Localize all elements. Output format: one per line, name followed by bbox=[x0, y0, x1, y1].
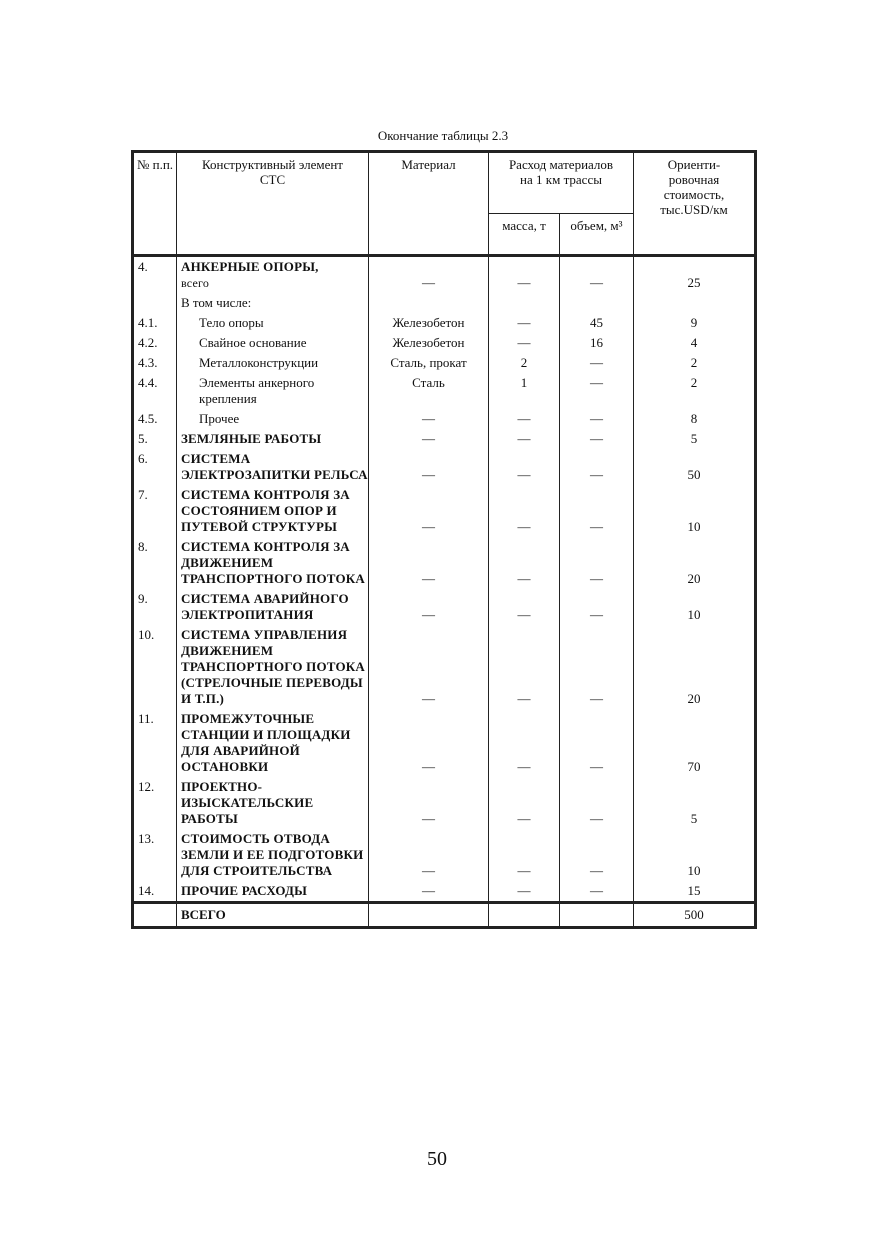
row-material: Сталь bbox=[369, 373, 489, 409]
row-volume: — bbox=[560, 709, 634, 777]
row-mass: — bbox=[489, 881, 560, 903]
table-row bbox=[133, 353, 756, 373]
row-cost: 10 bbox=[634, 829, 756, 881]
header-volume: объем, м³ bbox=[560, 214, 634, 256]
row-mass: — bbox=[489, 256, 560, 294]
row-material bbox=[369, 293, 489, 313]
row-cost: 20 bbox=[634, 625, 756, 709]
table-row bbox=[133, 409, 756, 429]
row-number bbox=[133, 293, 177, 313]
element-text: Тело опоры bbox=[199, 315, 264, 330]
row-volume: — bbox=[560, 409, 634, 429]
table-row bbox=[133, 293, 756, 313]
row-number: 7. bbox=[133, 485, 177, 537]
row-cost: 25 bbox=[634, 256, 756, 294]
element-text: В том числе: bbox=[181, 295, 252, 310]
row-mass: — bbox=[489, 829, 560, 881]
row-number: 4.3. bbox=[133, 353, 177, 373]
row-mass: — bbox=[489, 409, 560, 429]
element-text: ПРОМЕЖУТОЧНЫЕ СТАНЦИИ И ПЛОЩАДКИ ДЛЯ АВАРИЙНОЙ ОСТАНОВКИ bbox=[181, 711, 351, 774]
row-mass: — bbox=[489, 777, 560, 829]
cost-table bbox=[131, 150, 757, 929]
header-cost: Ориенти-ровочная стоимость, тыс.USD/км bbox=[634, 152, 756, 256]
row-material: — bbox=[369, 537, 489, 589]
row-volume: — bbox=[560, 829, 634, 881]
row-cost: 5 bbox=[634, 777, 756, 829]
element-subtext: всего bbox=[181, 276, 210, 290]
row-volume: — bbox=[560, 485, 634, 537]
header-material: Материал bbox=[369, 152, 489, 256]
table-row bbox=[133, 881, 756, 903]
row-element bbox=[177, 709, 369, 777]
row-number: 6. bbox=[133, 449, 177, 485]
header-num: № п.п. bbox=[133, 152, 177, 256]
row-volume: — bbox=[560, 589, 634, 625]
row-number: 5. bbox=[133, 429, 177, 449]
row-number: 4.4. bbox=[133, 373, 177, 409]
row-cost: 10 bbox=[634, 589, 756, 625]
row-volume bbox=[560, 293, 634, 313]
row-cost: 9 bbox=[634, 313, 756, 333]
row-mass: — bbox=[489, 333, 560, 353]
row-cost: 10 bbox=[634, 485, 756, 537]
row-number: 14. bbox=[133, 881, 177, 903]
total-label: ВСЕГО bbox=[177, 903, 369, 928]
row-mass bbox=[489, 293, 560, 313]
row-mass: 1 bbox=[489, 373, 560, 409]
row-cost: 5 bbox=[634, 429, 756, 449]
row-material: — bbox=[369, 449, 489, 485]
row-number: 4.2. bbox=[133, 333, 177, 353]
row-element bbox=[177, 353, 369, 373]
table-row bbox=[133, 829, 756, 881]
row-cost: 50 bbox=[634, 449, 756, 485]
row-cost: 15 bbox=[634, 881, 756, 903]
element-text: Прочее bbox=[199, 411, 240, 426]
row-element bbox=[177, 625, 369, 709]
header-element: Конструктивный элемент СТС bbox=[177, 152, 369, 256]
row-volume: — bbox=[560, 373, 634, 409]
row-element bbox=[177, 256, 369, 294]
row-number: 4.5. bbox=[133, 409, 177, 429]
table-row bbox=[133, 373, 756, 409]
element-text: ПРОЕКТНО-ИЗЫСКАТЕЛЬСКИЕ РАБОТЫ bbox=[181, 779, 314, 826]
row-number: 10. bbox=[133, 625, 177, 709]
row-volume: — bbox=[560, 449, 634, 485]
row-material: — bbox=[369, 589, 489, 625]
row-material: — bbox=[369, 429, 489, 449]
row-mass: — bbox=[489, 537, 560, 589]
row-cost: 8 bbox=[634, 409, 756, 429]
element-text: СТОИМОСТЬ ОТВОДА ЗЕМЛИ И ЕЕ ПОДГОТОВКИ ДЛЯ СТРОИТЕЛЬСТВА bbox=[181, 831, 364, 878]
row-material: — bbox=[369, 485, 489, 537]
table-row bbox=[133, 333, 756, 353]
table-row bbox=[133, 537, 756, 589]
table-caption: Окончание таблицы 2.3 bbox=[377, 128, 509, 143]
header-mass: масса, т bbox=[489, 214, 560, 256]
table-row bbox=[133, 625, 756, 709]
table-row bbox=[133, 589, 756, 625]
row-volume: — bbox=[560, 777, 634, 829]
header-consumption: Расход материалов на 1 км трассы bbox=[489, 152, 634, 214]
row-element bbox=[177, 333, 369, 353]
table-row bbox=[133, 485, 756, 537]
row-mass: — bbox=[489, 485, 560, 537]
row-number: 12. bbox=[133, 777, 177, 829]
row-mass: 2 bbox=[489, 353, 560, 373]
row-number: 4. bbox=[133, 256, 177, 294]
row-volume: — bbox=[560, 537, 634, 589]
row-material: — bbox=[369, 625, 489, 709]
row-material: — bbox=[369, 881, 489, 903]
row-volume: 45 bbox=[560, 313, 634, 333]
row-volume: — bbox=[560, 625, 634, 709]
row-element bbox=[177, 881, 369, 903]
row-number: 13. bbox=[133, 829, 177, 881]
row-material: Железобетон bbox=[369, 313, 489, 333]
table-row bbox=[133, 449, 756, 485]
element-text: СИСТЕМА ЭЛЕКТРОЗАПИТКИ РЕЛЬСА bbox=[181, 451, 368, 482]
row-material: Сталь, прокат bbox=[369, 353, 489, 373]
row-number: 8. bbox=[133, 537, 177, 589]
row-material: Железобетон bbox=[369, 333, 489, 353]
element-text: ЗЕМЛЯНЫЕ РАБОТЫ bbox=[181, 431, 322, 446]
row-cost: 2 bbox=[634, 373, 756, 409]
row-element bbox=[177, 409, 369, 429]
row-material: — bbox=[369, 256, 489, 294]
row-volume: — bbox=[560, 353, 634, 373]
element-text: Свайное основание bbox=[199, 335, 307, 350]
element-text: СИСТЕМА КОНТРОЛЯ ЗА СОСТОЯНИЕМ ОПОР И ПУТЕВОЙ СТРУКТУРЫ bbox=[181, 487, 350, 534]
row-mass: — bbox=[489, 429, 560, 449]
element-text: АНКЕРНЫЕ ОПОРЫ, bbox=[181, 259, 319, 274]
element-text: СИСТЕМА УПРАВЛЕНИЯ ДВИЖЕНИЕМ ТРАНСПОРТНОГО ПОТОКА (СТРЕЛОЧНЫЕ ПЕРЕВОДЫ И Т.П.) bbox=[181, 627, 366, 706]
row-number: 9. bbox=[133, 589, 177, 625]
row-element bbox=[177, 313, 369, 333]
total-cost: 500 bbox=[634, 903, 756, 928]
row-cost: 4 bbox=[634, 333, 756, 353]
row-material: — bbox=[369, 829, 489, 881]
row-mass: — bbox=[489, 313, 560, 333]
row-cost: 2 bbox=[634, 353, 756, 373]
row-element bbox=[177, 589, 369, 625]
row-material: — bbox=[369, 409, 489, 429]
row-number: 11. bbox=[133, 709, 177, 777]
row-mass: — bbox=[489, 709, 560, 777]
row-material: — bbox=[369, 777, 489, 829]
row-volume: — bbox=[560, 429, 634, 449]
total-row bbox=[133, 903, 756, 928]
table-row bbox=[133, 777, 756, 829]
row-element bbox=[177, 777, 369, 829]
row-element bbox=[177, 293, 369, 313]
element-text: Элементы анкерного крепления bbox=[199, 375, 315, 406]
row-cost bbox=[634, 293, 756, 313]
element-text: СИСТЕМА АВАРИЙНОГО ЭЛЕКТРОПИТАНИЯ bbox=[181, 591, 349, 622]
element-text: Металлоконструкции bbox=[199, 355, 319, 370]
row-mass: — bbox=[489, 449, 560, 485]
row-number: 4.1. bbox=[133, 313, 177, 333]
row-cost: 20 bbox=[634, 537, 756, 589]
row-mass: — bbox=[489, 589, 560, 625]
row-volume: 16 bbox=[560, 333, 634, 353]
row-material: — bbox=[369, 709, 489, 777]
table-row bbox=[133, 313, 756, 333]
table-row bbox=[133, 429, 756, 449]
row-element bbox=[177, 829, 369, 881]
row-element bbox=[177, 373, 369, 409]
table-row bbox=[133, 256, 756, 294]
table-row bbox=[133, 709, 756, 777]
row-element bbox=[177, 485, 369, 537]
element-text: ПРОЧИЕ РАСХОДЫ bbox=[181, 883, 308, 898]
element-text: СИСТЕМА КОНТРОЛЯ ЗА ДВИЖЕНИЕМ ТРАНСПОРТНОГО ПОТОКА bbox=[181, 539, 366, 586]
row-volume: — bbox=[560, 256, 634, 294]
page-number: 50 bbox=[427, 1148, 447, 1170]
row-volume: — bbox=[560, 881, 634, 903]
row-cost: 70 bbox=[634, 709, 756, 777]
row-element bbox=[177, 429, 369, 449]
row-element bbox=[177, 449, 369, 485]
row-mass: — bbox=[489, 625, 560, 709]
row-element bbox=[177, 537, 369, 589]
